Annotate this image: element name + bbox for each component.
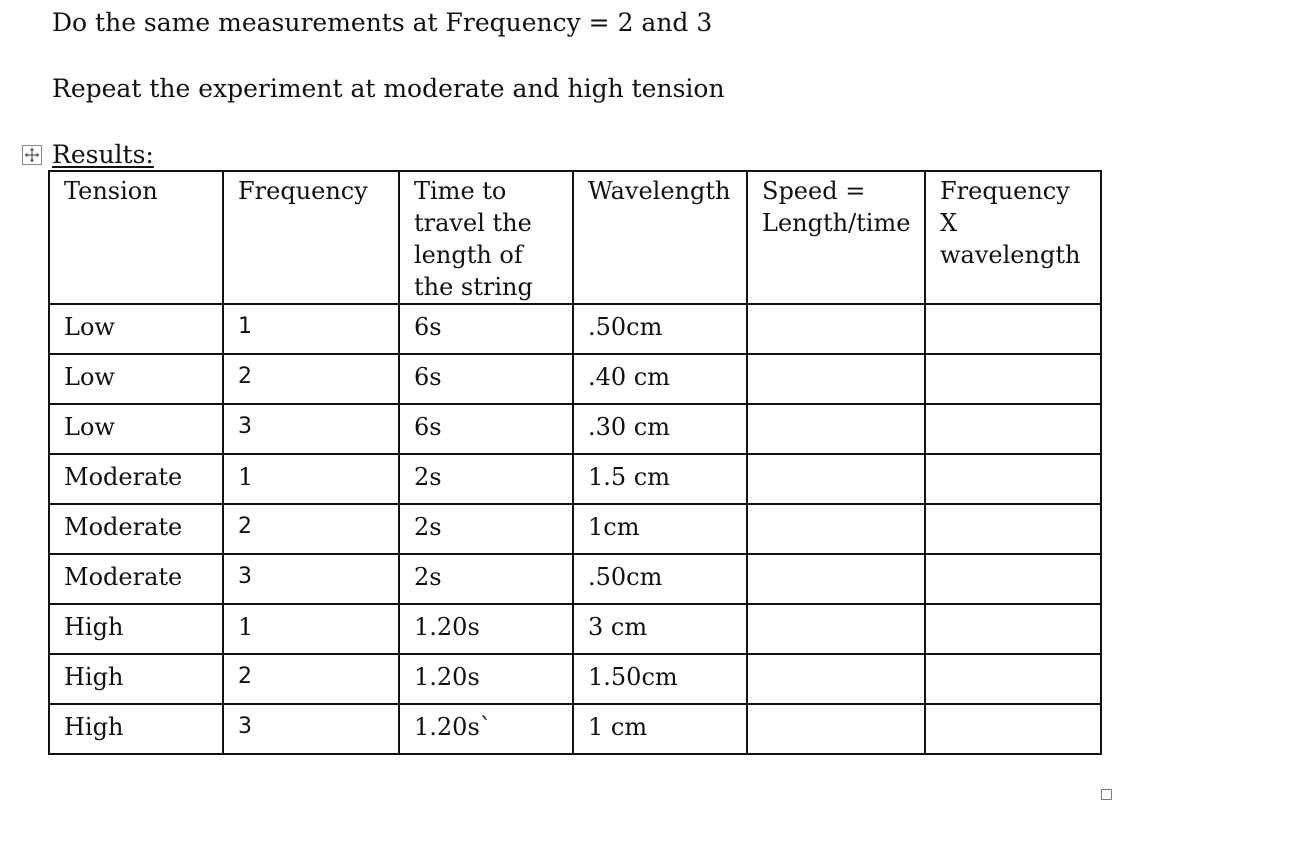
table-resize-handle[interactable]	[1101, 789, 1112, 800]
cell-wavelength: 1.5 cm	[573, 454, 747, 504]
cell-speed	[747, 604, 925, 654]
cell-wavelength: 1 cm	[573, 704, 747, 754]
cell-speed	[747, 454, 925, 504]
table-move-handle[interactable]	[22, 145, 42, 165]
table-row	[49, 304, 1101, 354]
header-frequency: Frequency	[223, 171, 399, 304]
cell-wavelength: .50cm	[573, 304, 747, 354]
cell-wavelength: 1cm	[573, 504, 747, 554]
cell-time: 6s	[399, 304, 573, 354]
table-row	[49, 504, 1101, 554]
header-wavelength: Wavelength	[573, 171, 747, 304]
results-table	[48, 170, 1102, 755]
cell-product	[925, 554, 1101, 604]
cell-time: 2s	[399, 504, 573, 554]
cell-frequency: 1	[223, 454, 399, 504]
cell-product	[925, 304, 1101, 354]
cell-wavelength: 3 cm	[573, 604, 747, 654]
instruction-line-1: Do the same measurements at Frequency = 2 and 3	[52, 8, 713, 37]
cell-product	[925, 704, 1101, 754]
cell-time: 2s	[399, 554, 573, 604]
cell-frequency: 2	[223, 654, 399, 704]
table-row	[49, 354, 1101, 404]
cell-tension: Low	[49, 404, 223, 454]
cell-frequency: 3	[223, 554, 399, 604]
cell-speed	[747, 404, 925, 454]
cell-frequency: 1	[223, 604, 399, 654]
cell-product	[925, 654, 1101, 704]
cell-wavelength: .50cm	[573, 554, 747, 604]
cell-frequency: 2	[223, 354, 399, 404]
cell-tension: High	[49, 604, 223, 654]
results-heading: Results:	[52, 140, 154, 169]
cell-product	[925, 404, 1101, 454]
cell-speed	[747, 654, 925, 704]
table-row	[49, 454, 1101, 504]
cell-product	[925, 354, 1101, 404]
table-header-row	[49, 171, 1101, 304]
cell-tension: Moderate	[49, 554, 223, 604]
cell-tension: Low	[49, 354, 223, 404]
cell-speed	[747, 704, 925, 754]
cell-speed	[747, 554, 925, 604]
cell-time: 6s	[399, 354, 573, 404]
cell-tension: High	[49, 654, 223, 704]
header-speed: Speed = Length/time	[747, 171, 925, 304]
table-row	[49, 554, 1101, 604]
cell-time: 1.20s	[399, 654, 573, 704]
cell-frequency: 1	[223, 304, 399, 354]
header-product: Frequency X wavelength	[925, 171, 1101, 304]
table-row	[49, 404, 1101, 454]
table-row	[49, 604, 1101, 654]
header-time: Time to travel the length of the string	[399, 171, 573, 304]
cell-frequency: 3	[223, 704, 399, 754]
cell-product	[925, 504, 1101, 554]
header-tension: Tension	[49, 171, 223, 304]
cell-speed	[747, 304, 925, 354]
cell-time: 2s	[399, 454, 573, 504]
cell-speed	[747, 354, 925, 404]
cell-tension: High	[49, 704, 223, 754]
cell-speed	[747, 504, 925, 554]
cell-time: 1.20s`	[399, 704, 573, 754]
cell-product	[925, 454, 1101, 504]
table-row	[49, 704, 1101, 754]
cell-wavelength: .30 cm	[573, 404, 747, 454]
cell-frequency: 2	[223, 504, 399, 554]
instruction-line-2: Repeat the experiment at moderate and high tension	[52, 74, 725, 103]
cell-time: 1.20s	[399, 604, 573, 654]
cell-tension: Moderate	[49, 504, 223, 554]
move-arrows-icon	[24, 147, 40, 163]
cell-product	[925, 604, 1101, 654]
cell-frequency: 3	[223, 404, 399, 454]
table-row	[49, 654, 1101, 704]
cell-time: 6s	[399, 404, 573, 454]
cell-wavelength: .40 cm	[573, 354, 747, 404]
cell-wavelength: 1.50cm	[573, 654, 747, 704]
cell-tension: Moderate	[49, 454, 223, 504]
cell-tension: Low	[49, 304, 223, 354]
